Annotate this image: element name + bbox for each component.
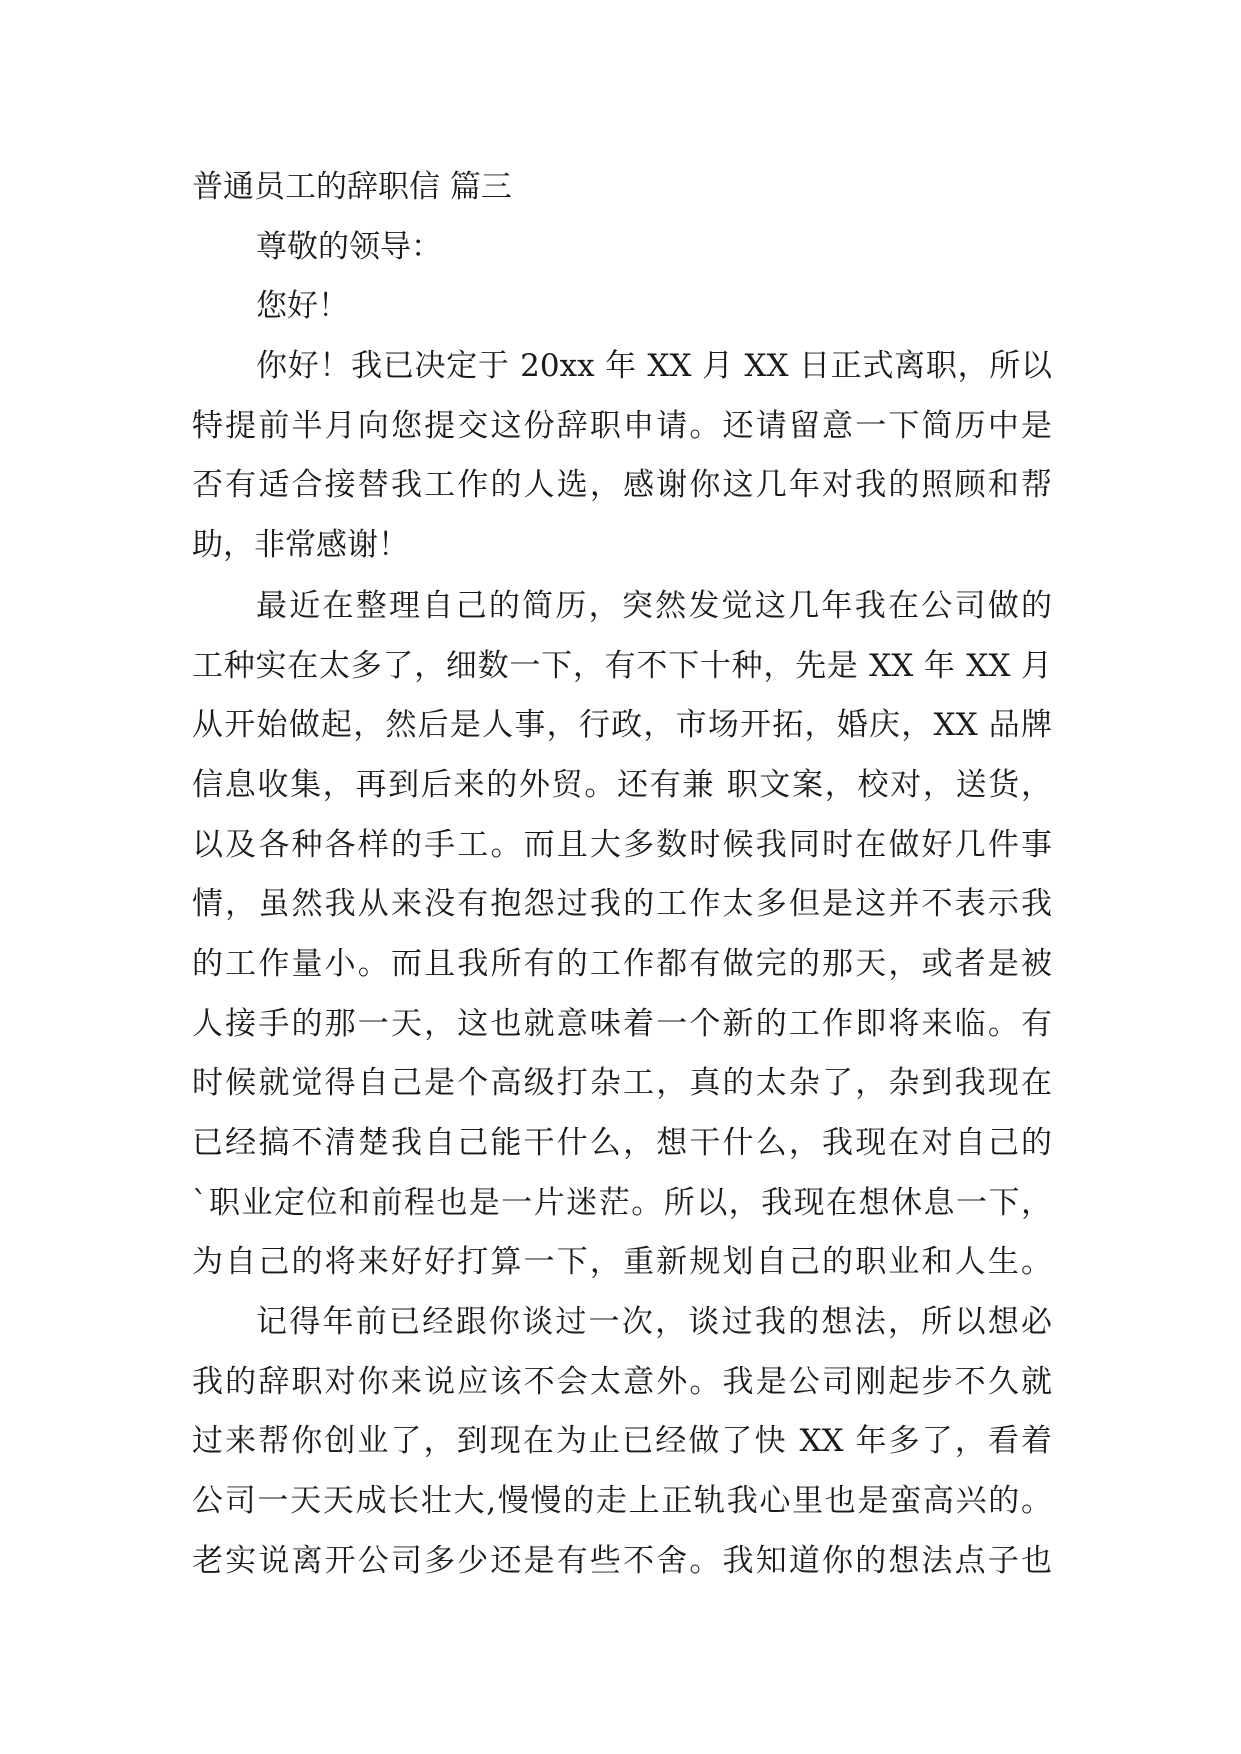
paragraph-line: 情，虽然我从来没有抱怨过我的工作太多但是这并不表示我 — [192, 886, 1052, 922]
paragraph-line: `职业定位和前程也是一片迷茫。所以，我现在想休息一下， — [192, 1185, 1052, 1221]
paragraph-line: 时候就觉得自己是个高级打杂工，真的太杂了，杂到我现在 — [192, 1065, 1052, 1101]
salutation: 尊敬的领导： — [256, 229, 442, 265]
paragraph-line: 为自己的将来好好打算一下，重新规划自己的职业和人生。 — [192, 1244, 1052, 1280]
paragraph-line: 从开始做起，然后是人事，行政，市场开拓，婚庆，XX 品牌 — [192, 707, 1052, 743]
paragraph-line: 你好！我已决定于 20xx 年 XX 月 XX 日正式离职，所以 — [256, 348, 1052, 384]
paragraph-line: 已经搞不清楚我自己能干什么，想干什么，我现在对自己的 — [192, 1125, 1052, 1161]
paragraph-line: 过来帮你创业了，到现在为止已经做了快 XX 年多了，看着 — [192, 1423, 1052, 1459]
paragraph-line: 的工作量小。而且我所有的工作都有做完的那天，或者是被 — [192, 946, 1052, 982]
document-heading: 普通员工的辞职信 篇三 — [192, 169, 512, 205]
paragraph-line: 我的辞职对你来说应该不会太意外。我是公司刚起步不久就 — [192, 1364, 1052, 1400]
paragraph-line: 公司一天天成长壮大,慢慢的走上正轨我心里也是蛮高兴的。 — [192, 1483, 1052, 1519]
paragraph-line: 人接手的那一天，这也就意味着一个新的工作即将来临。有 — [192, 1006, 1052, 1042]
paragraph-line: 信息收集，再到后来的外贸。还有兼 职文案，校对，送货， — [192, 767, 1052, 803]
paragraph-line: 最近在整理自己的简历，突然发觉这几年我在公司做的 — [256, 588, 1052, 624]
greeting: 您好！ — [256, 288, 349, 324]
paragraph-line: 助，非常感谢！ — [192, 527, 409, 563]
paragraph-line: 特提前半月向您提交这份辞职申请。还请留意一下简历中是 — [192, 408, 1052, 444]
paragraph-line: 记得年前已经跟你谈过一次，谈过我的想法，所以想必 — [256, 1304, 1052, 1340]
paragraph-line: 以及各种各样的手工。而且大多数时候我同时在做好几件事 — [192, 827, 1052, 863]
paragraph-line: 工种实在太多了，细数一下，有不下十种，先是 XX 年 XX 月 — [192, 648, 1052, 684]
paragraph-line: 老实说离开公司多少还是有些不舍。我知道你的想法点子也 — [192, 1543, 1052, 1579]
paragraph-line: 否有适合接替我工作的人选，感谢你这几年对我的照顾和帮 — [192, 467, 1052, 503]
